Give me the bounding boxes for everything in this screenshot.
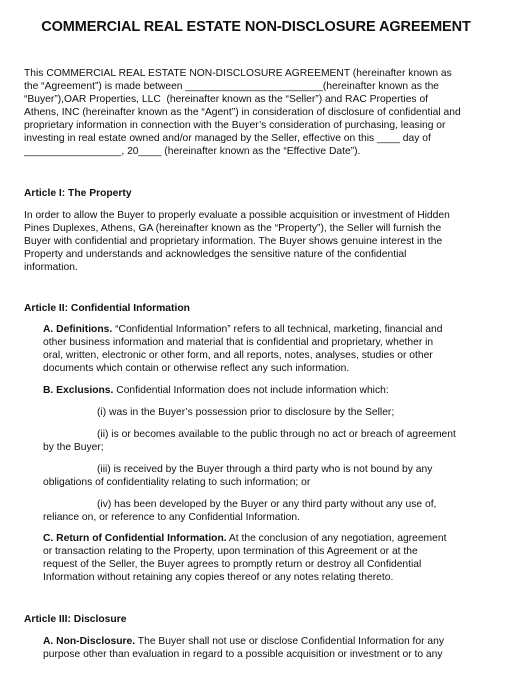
article-2-heading: Article II: Confidential Information xyxy=(24,303,190,314)
intro-line: “Buyer”),OAR Properties, LLC (hereinafter known as the “Seller”) and RAC Properties of xyxy=(24,94,429,105)
non-disclosure-line xyxy=(43,635,444,648)
exclusion-item-iii: (iii) is received by the Buyer through a third party who is not bound by any xyxy=(97,464,433,475)
definitions-line: other business information and material that is confidential and proprietary, whether in xyxy=(43,337,434,348)
intro-line: investing in real estate owned and/or managed by the Seller, effective on this ____ day of xyxy=(24,133,431,144)
return-label: C. Return of Confidential Information. xyxy=(43,533,227,544)
definitions-label: A. Definitions. xyxy=(43,324,113,335)
intro-line: proprietary information in connection with the Buyer’s consideration of purchasing, leasing or xyxy=(24,120,446,131)
article-1-line: Pines Duplexes, Athens, GA (hereinafter known as the “Property”), the Seller will furnish the xyxy=(24,223,442,234)
intro-line: This COMMERCIAL REAL ESTATE NON-DISCLOSURE AGREEMENT (hereinafter known as xyxy=(24,68,452,79)
intro-line: Athens, INC (hereinafter known as the “Agent”) in consideration of disclosure of confidential and xyxy=(24,107,461,118)
article-1-line: information. xyxy=(24,262,78,273)
return-line: or transaction relating to the Property, upon termination of this Agreement or at the xyxy=(43,546,418,557)
return-text: At the conclusion of any negotiation, agreement xyxy=(226,533,447,544)
return-line: Information without retaining any copies thereof or any notes relating thereto. xyxy=(43,572,394,583)
exclusions-label: B. Exclusions. xyxy=(43,385,114,396)
exclusion-item-iv-cont: reliance on, or reference to any Confidential Information. xyxy=(43,512,300,523)
definitions-line xyxy=(43,323,442,336)
intro-line: the “Agreement”) is made between ________________________(hereinafter known as the xyxy=(24,81,440,92)
definitions-line: documents which contain or otherwise reflect any such information. xyxy=(43,363,350,374)
document-title: COMMERCIAL REAL ESTATE NON-DISCLOSURE AGREEMENT xyxy=(41,19,471,35)
exclusions-text: Confidential Information does not include information which: xyxy=(113,385,389,396)
return-line: request of the Seller, the Buyer agrees to promptly return or destroy all Confidential xyxy=(43,559,422,570)
article-1-line: Property and understands and acknowledges the sensitive nature of the confidential xyxy=(24,249,407,260)
exclusion-item-ii-cont: by the Buyer; xyxy=(43,442,104,453)
article-1-heading: Article I: The Property xyxy=(24,188,132,199)
non-disclosure-label: A. Non-Disclosure. xyxy=(43,636,136,647)
exclusion-item-i: (i) was in the Buyer’s possession prior to disclosure by the Seller; xyxy=(97,407,395,418)
intro-line: _________________, 20____ (hereinafter known as the “Effective Date”). xyxy=(24,146,361,157)
non-disclosure-text: The Buyer shall not use or disclose Confidential Information for any xyxy=(135,636,445,647)
return-line xyxy=(43,532,446,545)
exclusions-line xyxy=(43,384,389,397)
article-3-heading: Article III: Disclosure xyxy=(24,614,127,625)
exclusion-item-ii: (ii) is or becomes available to the public through no act or breach of agreement xyxy=(97,429,456,440)
non-disclosure-line: purpose other than evaluation in regard to a possible acquisition or investment or to any xyxy=(43,649,443,660)
definitions-text: “Confidential Information” refers to all technical, marketing, financial and xyxy=(112,324,443,335)
article-1-line: Buyer with confidential and proprietary information. The Buyer shows genuine interest in the xyxy=(24,236,443,247)
definitions-line: oral, written, electronic or other form, and all reports, notes, analyses, studies or other xyxy=(43,350,433,361)
exclusion-item-iii-cont: obligations of confidentiality relating to such information; or xyxy=(43,477,311,488)
exclusion-item-iv: (iv) has been developed by the Buyer or any third party without any use of, xyxy=(97,499,437,510)
article-1-line: In order to allow the Buyer to properly evaluate a possible acquisition or investment of Hidden xyxy=(24,210,450,221)
